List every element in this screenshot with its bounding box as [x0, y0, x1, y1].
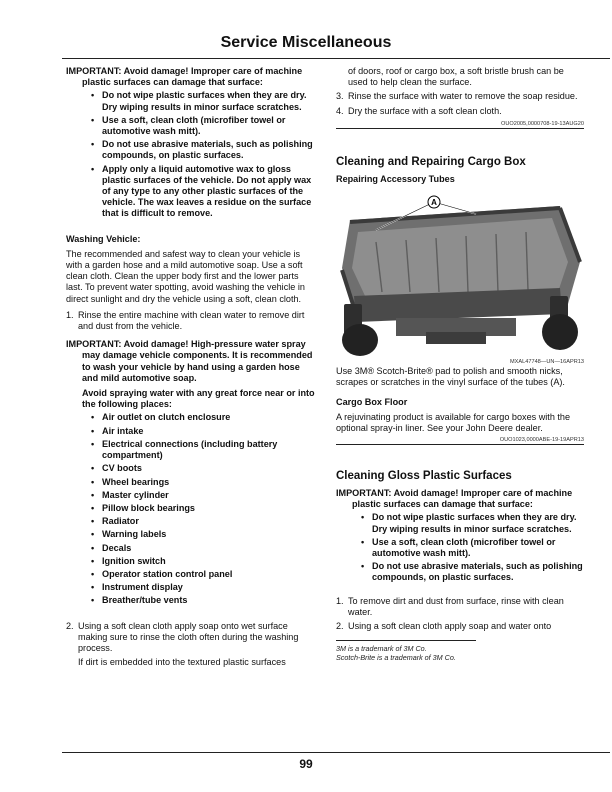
reference-code: OUO2005,0000708-19-13AUG20 — [500, 120, 584, 127]
list-item: • Do not use abrasive materials, such as polishing compounds, on plastic surfaces. — [91, 139, 313, 161]
list-item: • Air outlet on clutch enclosure — [91, 412, 231, 423]
header-rule — [62, 58, 610, 59]
list-item: • Pillow block bearings — [91, 502, 195, 513]
section-rule — [336, 444, 584, 445]
list-item: • Decals — [91, 542, 132, 553]
list-item: • Apply only a liquid automotive wax to gloss plastic surfaces of the vehicle. Do not apply wax of any type to any other plastic surfaces of the vehicle. The wax leaves a residue on the surface that is difficult to remove. — [91, 163, 312, 219]
footnote-scotch-brite: Scotch-Brite is a trademark of 3M Co. — [336, 653, 456, 663]
washing-steps-cont — [66, 621, 316, 655]
important-notice-sub: Avoid spraying water with any great force near or into the following places: — [82, 388, 315, 410]
accessory-tubes-heading: Repairing Accessory Tubes — [336, 173, 455, 184]
step-1: 1. Rinse the entire machine with clean water to remove dirt and dust from the vehicle. — [66, 309, 305, 332]
step-1: 1. To remove dirt and dust from surface, rinse with clean water. — [336, 595, 564, 617]
washing-heading: Washing Vehicle: — [66, 233, 141, 244]
left-column — [66, 66, 316, 668]
list-item: • Use a soft, clean cloth (microfiber towel or automotive wash mitt). — [361, 536, 556, 559]
washing-steps — [66, 310, 316, 332]
footnote-rule — [336, 640, 476, 641]
cargo-floor-paragraph: A rejuvinating product is available for cargo boxes with the optional spray-in liner. See your John Deere dealer. — [336, 411, 571, 433]
avoid-spray-list — [66, 412, 316, 606]
footnote-3m: 3M is a trademark of 3M Co. — [336, 644, 427, 654]
list-item: • Use a soft, clean cloth (microfiber towel or automotive wash mitt). — [91, 114, 286, 137]
step-3: 3. Rinse the surface with water to remove the soap residue. — [336, 91, 578, 102]
list-item: • Master cylinder — [91, 489, 169, 500]
list-item: • Air intake — [91, 425, 144, 436]
list-item: • Do not use abrasive materials, such as polishing compounds, on plastic surfaces. — [361, 561, 583, 583]
section-rule — [336, 128, 584, 129]
reference-code: OUO1023,0000ABE-19-19APR13 — [499, 437, 584, 444]
list-item: • Electrical connections (including battery compartment) — [91, 438, 278, 461]
important-notice-gloss: IMPORTANT: Avoid damage! Improper care of machine plastic surfaces can damage that surface: — [336, 488, 573, 510]
step-2-continuation: of doors, roof or cargo box, a soft bristle brush can be used to help clean the surface. — [348, 66, 564, 88]
list-item: • CV boots — [91, 463, 142, 474]
list-item: • Warning labels — [91, 529, 167, 540]
callout-label-a: A — [431, 198, 437, 208]
cargo-box-heading: Cleaning and Repairing Cargo Box — [336, 155, 526, 168]
step-2-extra: If dirt is embedded into the textured plastic surfaces — [78, 657, 286, 668]
page-number: 99 — [299, 757, 313, 771]
cargo-box-figure — [336, 192, 584, 358]
washing-paragraph: The recommended and safest way to clean your vehicle is with a garden hose and a mild automotive soap. Use a soft clean cloth. Clean the upper body first and the lower parts last. To prevent water spotting, avoid washing the vehicle in direct sunlight and dry the vehicle using a soft, clean cloth. — [66, 248, 305, 304]
list-item: • Do not wipe plastic surfaces when they are dry. Dry wiping results in minor surface scratches. — [91, 90, 307, 112]
list-item: • Ignition switch — [91, 555, 166, 566]
list-item: • Breather/tube vents — [91, 595, 188, 606]
step-2: 2. Using a soft clean cloth apply soap onto wet surface making sure to rinse the cloth often during the washing process. — [66, 620, 299, 653]
footer-rule — [62, 752, 610, 753]
list-item: • Radiator — [91, 516, 139, 527]
tubes-paragraph: Use 3M® Scotch-Brite® pad to polish and smooth nicks, scrapes or scratches in the vinyl surface of the tubes (A). — [336, 366, 565, 388]
gloss-care-list — [336, 512, 584, 583]
figure-reference: MXAL47748—UN—16APR13 — [510, 359, 584, 366]
important-notice-plastic: IMPORTANT: Avoid damage! Improper care of machine plastic surfaces can damage that surface: — [66, 66, 303, 88]
plastic-care-list — [66, 90, 316, 219]
gloss-steps — [336, 596, 584, 633]
important-notice-pressure: IMPORTANT: Avoid damage! High-pressure water spray may damage vehicle components. It is recommended to wash your vehicle by hand using a garden hose and mild automotive soap. — [66, 339, 313, 383]
list-item: • Operator station control panel — [91, 568, 233, 579]
step-4: 4. Dry the surface with a soft clean cloth. — [336, 105, 502, 116]
cargo-box-illustration — [336, 192, 584, 358]
page-title: Service Miscellaneous — [220, 34, 392, 51]
washing-steps-final — [336, 91, 584, 116]
list-item: • Instrument display — [91, 582, 183, 593]
step-2: 2. Using a soft clean cloth apply soap and water onto — [336, 621, 552, 632]
list-item: • Do not wipe plastic surfaces when they are dry. Dry wiping results in minor surface scratches. — [361, 512, 577, 534]
cargo-floor-heading: Cargo Box Floor — [336, 397, 408, 408]
list-item: • Wheel bearings — [91, 476, 170, 487]
gloss-plastic-heading: Cleaning Gloss Plastic Surfaces — [336, 470, 512, 483]
right-column — [336, 66, 584, 662]
